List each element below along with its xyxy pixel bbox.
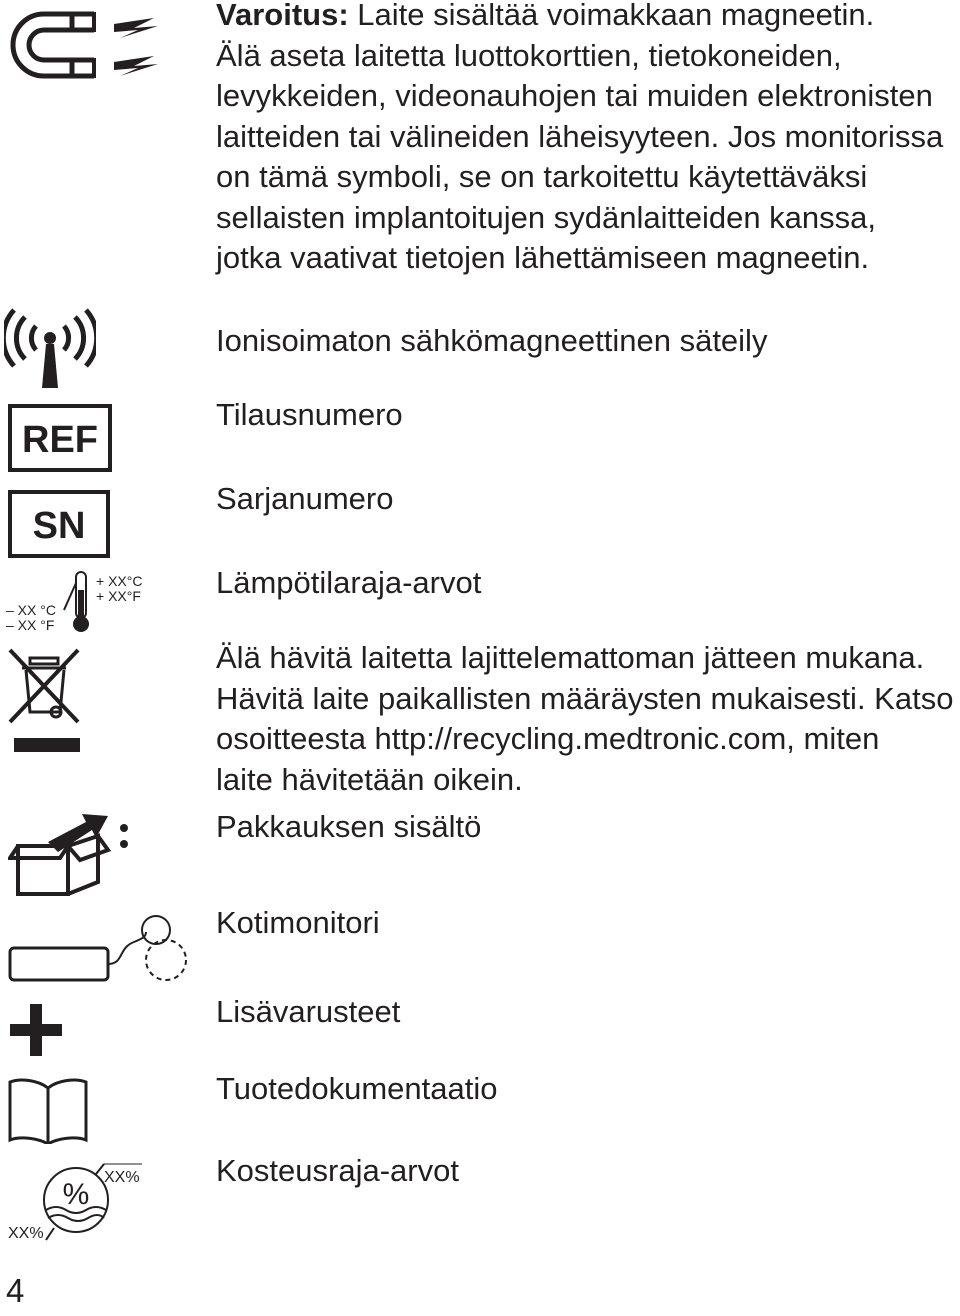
docs-text: Tuotedokumentaatio (216, 1071, 498, 1106)
temp-lower-c: – XX °C (6, 602, 56, 618)
humidity-lower: XX% (8, 1225, 44, 1242)
magnet-warning-title-line (216, 0, 943, 36)
plus-icon (8, 1002, 64, 1058)
humidity-sign: % (62, 1178, 90, 1211)
radiation-text: Ionisoimaton sähkömagneettinen säteily (216, 323, 768, 358)
humidity-limit-icon (4, 1160, 154, 1248)
page-number: 4 (6, 1272, 25, 1309)
humidity-text: Kosteusraja-arvot (216, 1153, 459, 1188)
sn-icon (8, 490, 110, 558)
non-ionizing-radiation-icon (4, 308, 96, 390)
magnet-warning-line-3: laitteiden tai välineiden läheisyyteen. Jos monitorissa (216, 118, 944, 154)
warning-title-text: Laite sisältää voimakkaan magneetin. (348, 0, 875, 32)
magnet-warning-line-5: sellaisten implantoitujen sydänlaitteiden kanssa, (216, 199, 877, 235)
weee-bin-icon (8, 648, 82, 758)
package-text: Pakkauksen sisältö (216, 809, 482, 844)
temperature-limit-icon (4, 570, 154, 636)
temp-upper-c: + XX°C (96, 573, 143, 589)
magnet-warning-line-4: on tämä symboli, se on tarkoitettu käytettäväksi (216, 159, 868, 194)
sn-text: Sarjanumero (216, 481, 394, 516)
humidity-upper: XX% (104, 1169, 140, 1186)
manual-book-icon (6, 1076, 90, 1144)
disposal-line-1: Älä hävitä laitetta lajittelemattoman jätteen mukana. (216, 640, 925, 675)
disposal-line-2: Hävitä laite paikallisten määräysten mukaisesti. Katso (216, 680, 954, 716)
disposal-text (216, 638, 953, 800)
accessories-text: Lisävarusteet (216, 994, 401, 1029)
temp-upper-f: + XX°F (96, 588, 141, 604)
magnet-warning-line-6: jotka vaativat tietojen lähettämiseen magneetin. (216, 240, 870, 275)
disposal-line-4: laite hävitetään oikein. (216, 761, 523, 797)
ref-icon (8, 404, 112, 472)
magnet-icon (4, 6, 162, 84)
magnet-warning-line-2: levykkeiden, videonauhojen tai muiden elektronisten (216, 78, 933, 113)
monitor-text: Kotimonitori (216, 905, 380, 940)
magnet-warning-line-1: Älä aseta laitetta luottokorttien, tietokoneiden, (216, 37, 842, 73)
temp-lower-f: – XX °F (6, 617, 55, 633)
ref-label: REF (22, 419, 98, 461)
package-contents-icon (8, 806, 132, 898)
home-monitor-icon (6, 912, 196, 992)
magnet-warning (216, 0, 943, 279)
sn-label: SN (32, 505, 86, 547)
disposal-line-3: osoitteesta http://recycling.medtronic.com, miten (216, 721, 880, 756)
temperature-text: Lämpötilaraja-arvot (216, 565, 482, 600)
warning-label: Varoitus: (216, 0, 349, 32)
ref-text: Tilausnumero (216, 397, 403, 432)
